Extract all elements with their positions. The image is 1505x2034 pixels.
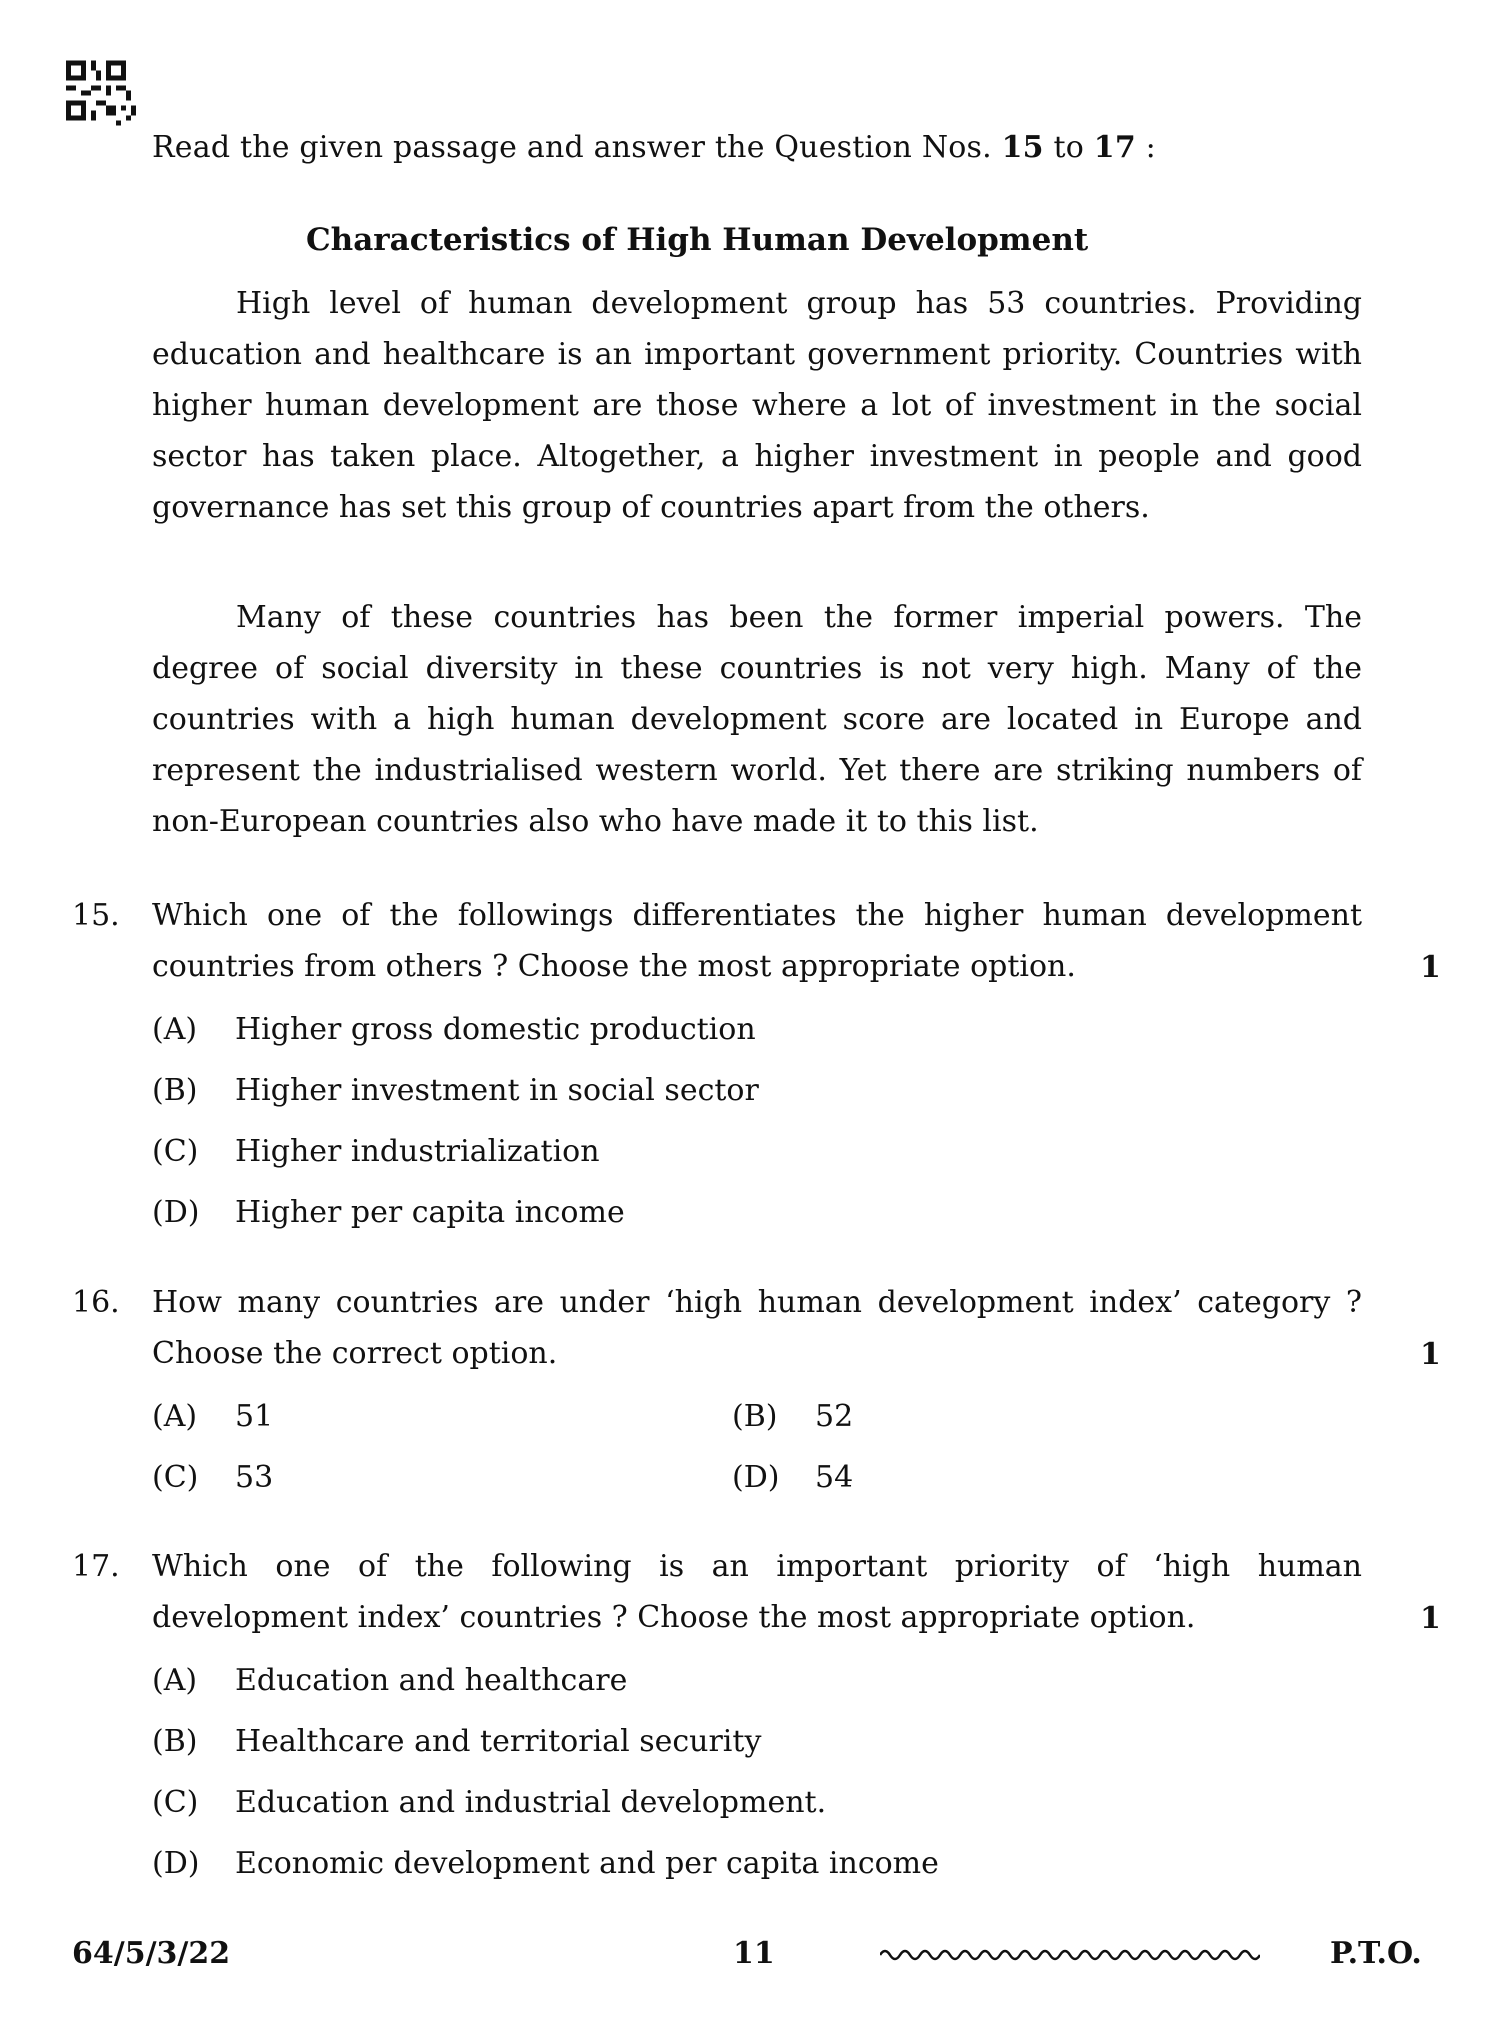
option-label: (C) (152, 1460, 199, 1495)
option-text: 51 (235, 1399, 274, 1434)
option-label: (B) (152, 1724, 198, 1759)
option-label: (A) (152, 1399, 198, 1434)
option-text: Economic development and per capita income (235, 1846, 939, 1881)
question-marks: 1 (1420, 950, 1441, 985)
option-label: (A) (152, 1663, 198, 1698)
passage-title: Characteristics of High Human Development (306, 222, 1089, 258)
passage-paragraph-1: High level of human development group has 53 countries. Providing education and healthcare is an important government priority. Countries with higher human development are those where a lot of investment in the social sector has taken place. Altogether, a higher investment in people and good governance has set this group of countries apart from the others. (152, 286, 1362, 525)
instruction-suffix: : (1135, 130, 1156, 165)
option-c[interactable] (152, 1783, 826, 1823)
option-a[interactable] (152, 1661, 627, 1701)
qr-code-icon (66, 60, 136, 126)
option-label: (C) (152, 1134, 199, 1169)
question-text: Which one of the followings differentiates the higher human development countries from others ? Choose the most appropriate option. (152, 898, 1362, 984)
option-b[interactable] (732, 1397, 853, 1437)
option-label: (D) (152, 1195, 200, 1230)
option-label: (A) (152, 1012, 198, 1047)
option-text: 54 (815, 1460, 854, 1495)
option-d[interactable] (152, 1844, 939, 1884)
page-number: 11 (733, 1936, 775, 1971)
question-text: How many countries are under ‘high human development index’ category ? Choose the correct option. (152, 1285, 1362, 1371)
passage-paragraph-2: Many of these countries has been the former imperial powers. The degree of social diversity in these countries is not very high. Many of the countries with a high human development score are located in Europe and represent the industrialised western world. Yet there are striking numbers of non-European countries also who have made it to this list. (152, 600, 1362, 839)
option-a[interactable] (152, 1397, 273, 1437)
option-text: Higher gross domestic production (235, 1012, 756, 1047)
option-text: Healthcare and territorial security (235, 1724, 762, 1759)
option-text: Higher per capita income (235, 1195, 625, 1230)
question-marks: 1 (1420, 1337, 1441, 1372)
option-c[interactable] (152, 1132, 600, 1172)
option-text: Higher investment in social sector (235, 1073, 759, 1108)
option-d[interactable] (732, 1458, 853, 1498)
instruction-text: Read the given passage and answer the Question Nos. (152, 130, 1002, 165)
option-b[interactable] (152, 1071, 759, 1111)
question-range-end: 17 (1093, 130, 1136, 165)
option-label: (D) (732, 1460, 780, 1495)
paper-code: 64/5/3/22 (72, 1936, 231, 1971)
instruction-to: to (1043, 130, 1094, 165)
question-marks: 1 (1420, 1601, 1441, 1636)
wavy-line-divider (880, 1940, 1260, 1970)
option-b[interactable] (152, 1722, 761, 1762)
option-text: Higher industrialization (235, 1134, 600, 1169)
option-text: Education and industrial development. (235, 1785, 827, 1820)
question-number: 17. (72, 1549, 120, 1584)
option-label: (D) (152, 1846, 200, 1881)
question-number: 15. (72, 898, 120, 933)
option-label: (C) (152, 1785, 199, 1820)
question-range-start: 15 (1001, 130, 1044, 165)
option-label: (B) (152, 1073, 198, 1108)
option-text: 52 (815, 1399, 854, 1434)
question-text: Which one of the following is an important priority of ‘high human development index’ countries ? Choose the most appropriate option. (152, 1549, 1362, 1635)
option-text: 53 (235, 1460, 274, 1495)
option-c[interactable] (152, 1458, 273, 1498)
option-a[interactable] (152, 1010, 756, 1050)
option-d[interactable] (152, 1193, 625, 1233)
question-number: 16. (72, 1285, 120, 1320)
please-turn-over: P.T.O. (1330, 1936, 1422, 1971)
passage-instruction (152, 130, 1156, 165)
option-label: (B) (732, 1399, 778, 1434)
option-text: Education and healthcare (235, 1663, 628, 1698)
